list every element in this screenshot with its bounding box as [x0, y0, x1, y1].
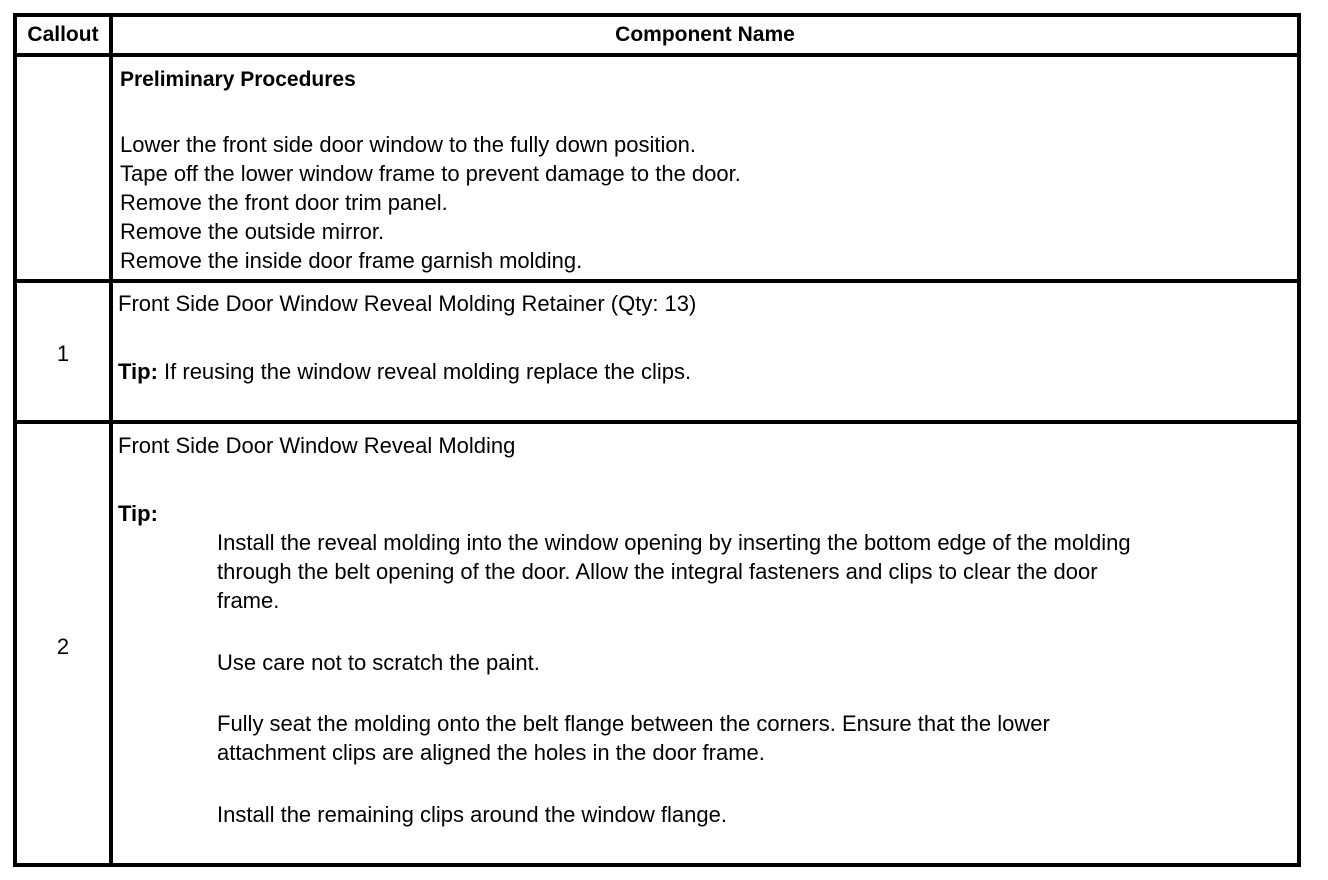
preliminary-step: Remove the outside mirror. [120, 219, 385, 244]
header-divider [17, 53, 1297, 57]
tip-line: Use care not to scratch the paint. [217, 650, 540, 675]
tip-line: Install the remaining clips around the window flange. [217, 802, 727, 827]
tip-line: frame. [217, 588, 280, 613]
callout-2: 2 [56, 634, 70, 659]
preliminary-step: Lower the front side door window to the fully down position. [120, 132, 696, 157]
column-divider [109, 17, 113, 863]
tip-label: Tip: [118, 359, 158, 384]
tip-text: If reusing the window reveal molding replace the clips. [157, 359, 692, 384]
row-divider-preliminary [17, 279, 1297, 283]
component-name-1: Front Side Door Window Reveal Molding Retainer (Qty: 13) [118, 291, 697, 316]
tip-paragraph [217, 709, 1050, 767]
row-divider-1 [17, 420, 1297, 424]
tip-paragraph [217, 648, 540, 677]
tip-paragraph [217, 528, 1131, 615]
instruction-table [13, 13, 1301, 867]
preliminary-step: Tape off the lower window frame to prevent damage to the door. [120, 161, 741, 186]
tip-1 [118, 357, 691, 386]
preliminary-steps [120, 130, 741, 275]
preliminary-step: Remove the front door trim panel. [120, 190, 448, 215]
tip-line: Install the reveal molding into the window opening by inserting the bottom edge of the molding [217, 530, 1131, 555]
preliminary-step: Remove the inside door frame garnish molding. [120, 248, 583, 273]
tip-label: Tip: [118, 501, 158, 526]
header-component-name: Component Name [615, 23, 795, 46]
tip-line: Fully seat the molding onto the belt flange between the corners. Ensure that the lower [217, 711, 1050, 736]
callout-1: 1 [56, 341, 70, 366]
tip-line: through the belt opening of the door. Allow the integral fasteners and clips to clear the door [217, 559, 1098, 584]
header-callout: Callout [27, 23, 99, 46]
tip-paragraph [217, 800, 727, 829]
tip-line: attachment clips are aligned the holes in the door frame. [217, 740, 765, 765]
component-name-2: Front Side Door Window Reveal Molding [118, 433, 516, 458]
preliminary-title: Preliminary Procedures [120, 68, 356, 91]
